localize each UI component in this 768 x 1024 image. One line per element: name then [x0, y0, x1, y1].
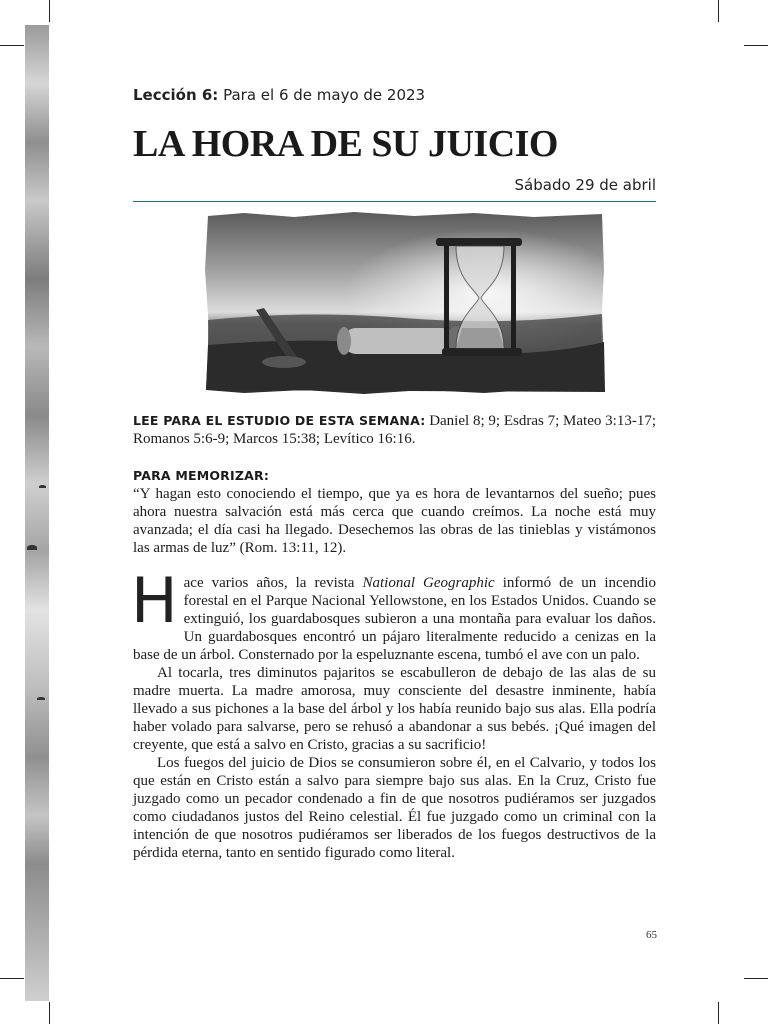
story-text: ace varios años, la revista — [183, 575, 363, 591]
story-paragraph — [131, 564, 656, 664]
crop-mark — [0, 45, 24, 46]
crop-mark — [49, 1002, 50, 1024]
crop-mark — [718, 1002, 719, 1024]
decorative-side-strip — [25, 25, 49, 1001]
story-text: informó de un incendio forestal en el Parque Nacional Yellowstone, en los Estados Unidos. Cuando se extinguió, los guardabosques subieron a una montaña para evaluar los daños. Un guardabosques encontró un pájaro literalmente reducido a cenizas en la base de un árbol. Consternado por la espeluznante escena, tumbó el ave con un palo. — [133, 575, 656, 663]
hourglass-illustration — [204, 210, 606, 395]
memory-verse: “Y hagan esto conociendo el tiempo, que ya es hora de levantarnos del sueño; pues ahora nuestra salvación está más cerca que cuando creímos. La noche está muy avanzada; el día casi ha llegado. Desechemos las obras de las tinieblas y vistámonos las armas de luz” (Rom. 13:11, 12). — [133, 486, 656, 556]
bird-icon — [39, 485, 46, 488]
memorize-label: PARA MEMORIZAR: — [133, 468, 270, 483]
lesson-label: Lección 6: — [133, 86, 219, 104]
page-title: LA HORA DE SU JUICIO — [133, 123, 558, 165]
page-number: 65 — [646, 929, 657, 941]
story-paragraph: Los fuegos del juicio de Dios se consumieron sobre él, en el Calvario, y todos los que están en Cristo están a salvo para siempre bajo sus alas. En la Cruz, Cristo fue juzgado como un pecador condenado a fin de que nosotros pudiéramos ser juzgados como ciudadanos justos del Reino celestial. Él fue juzgado como un criminal con la intención de que nosotros pudiéramos ser liberados de los fuegos destructivos de la pérdida eterna, tanto en sentido figurado como literal. — [133, 755, 656, 861]
crop-mark — [718, 0, 719, 22]
lesson-header — [133, 86, 425, 104]
crop-mark — [744, 978, 768, 979]
magazine-name: National Geographic — [362, 575, 495, 591]
crop-mark — [49, 0, 50, 22]
lesson-date: Para el 6 de mayo de 2023 — [223, 86, 426, 104]
drop-cap: H — [131, 564, 178, 637]
story-paragraph: Al tocarla, tres diminutos pajaritos se escabulleron de debajo de las alas de su madre muerta. La madre amorosa, muy consciente del desastre inminente, había llevado a sus pichones a la base del árbol y los había reunido bajo sus alas. Ella podría haber volado para salvarse, pero se rehusó a abandonar a sus bebés. ¡Qué imagen del creyente, que está a salvo en Cristo, gracias a su sacrificio! — [133, 665, 656, 753]
readings-text: Daniel 8; 9; Esdras 7; Mateo 3:13-17; Romanos 5:6-9; Marcos 15:38; Levítico 16:16. — [133, 413, 656, 447]
bird-icon — [27, 545, 37, 550]
readings-label: LEE PARA EL ESTUDIO DE ESTA SEMANA: — [133, 413, 426, 428]
weekly-readings — [133, 412, 656, 448]
story-body — [131, 564, 656, 862]
bird-icon — [37, 697, 45, 700]
crop-mark — [0, 978, 24, 979]
day-date: Sábado 29 de abril — [514, 176, 656, 194]
header-divider — [133, 201, 656, 202]
crop-mark — [744, 45, 768, 46]
